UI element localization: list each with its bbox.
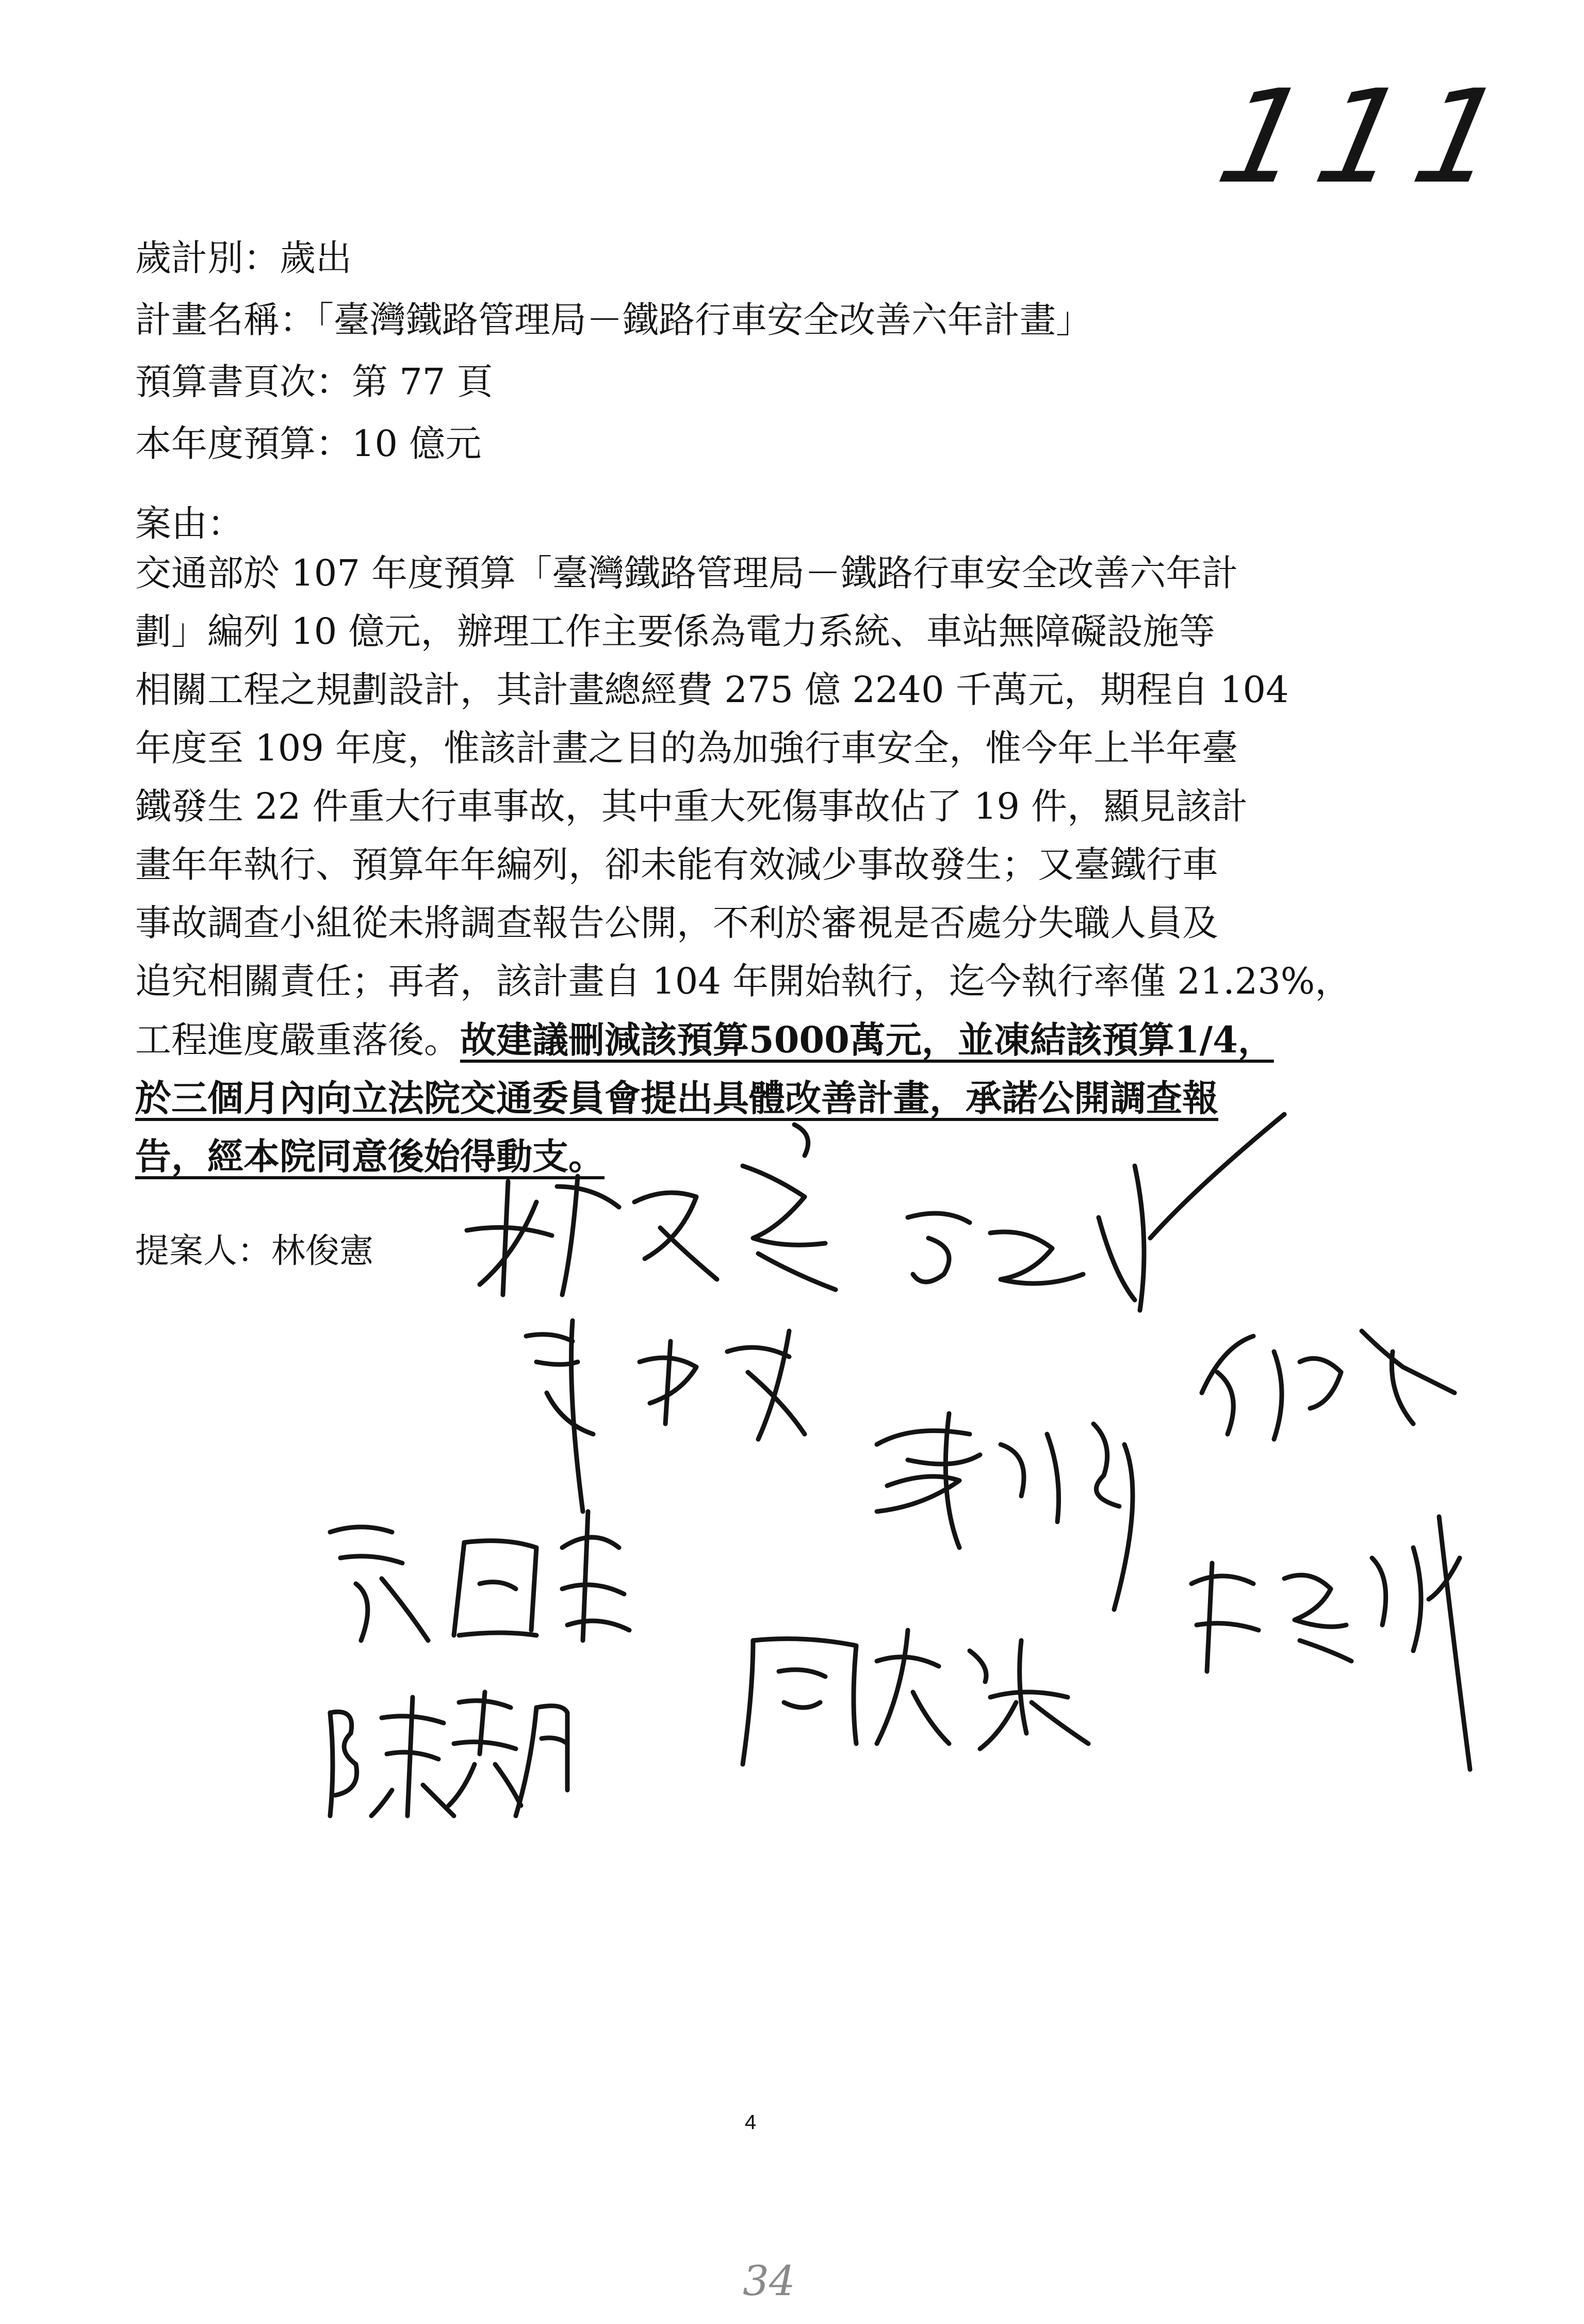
proposer: 提案人：林俊憲 <box>135 1231 373 1271</box>
page-number: 4 <box>744 2111 757 2134</box>
recommendation-line: 於三個月內向立法院交通委員會提出具體改善計畫，承諾公開調查報 <box>135 1077 1218 1119</box>
reason-line: 劃」編列 10 億元，辦理工作主要係為電力系統、車站無障礙設施等 <box>135 610 1215 653</box>
budget-category: 歲計別：歲出 <box>135 237 352 279</box>
signature <box>330 1692 567 1816</box>
signature <box>330 1512 629 1640</box>
reason-line: 事故調查小組從未將調查報告公開，不利於審視是否處分失職人員及 <box>135 902 1218 944</box>
recommendation-text: 告，經本院同意後始得動支。 <box>135 1135 605 1178</box>
reason-line: 追究相關責任；再者，該計畫自 104 年開始執行，迄今執行率僅 21.23%， <box>135 960 1351 1002</box>
reason-plain-text: 工程進度嚴重落後。 <box>135 1019 460 1061</box>
annual-budget: 本年度預算：10 億元 <box>135 422 482 465</box>
signature <box>877 1413 1133 1610</box>
budget-book-page: 預算書頁次：第 77 頁 <box>135 361 493 403</box>
reason-line: 年度至 109 年度，惟該計畫之目的為加強行車安全，惟今年上半年臺 <box>135 727 1238 769</box>
handwritten-bottom-mark: 34 <box>743 2257 795 2305</box>
signature <box>467 1125 836 1295</box>
signature <box>743 1630 1088 1764</box>
plan-name: 計畫名稱：「臺灣鐵路管理局－鐵路行車安全改善六年計畫」 <box>135 299 1092 341</box>
signature <box>1202 1331 1455 1439</box>
reason-line: 交通部於 107 年度預算「臺灣鐵路管理局－鐵路行車安全改善六年計 <box>135 552 1238 594</box>
reason-line: 鐵發生 22 件重大行車事故，其中重大死傷事故佔了 19 件，顯見該計 <box>135 785 1248 827</box>
signature <box>908 1114 1284 1310</box>
reason-label: 案由： <box>135 502 243 545</box>
signature <box>1191 1517 1470 1769</box>
reason-line: 畫年年執行、預算年年編列，卻未能有效減少事故發生；又臺鐵行車 <box>135 843 1218 886</box>
reason-line: 相關工程之規劃設計，其計畫總經費 275 億 2240 千萬元，期程自 104 <box>135 669 1289 711</box>
handwritten-page-number: 111 <box>1206 62 1531 212</box>
recommendation-text: 故建議刪減該預算5000萬元，並凍結該預算1/4， <box>460 1018 1274 1061</box>
signature <box>526 1321 805 1512</box>
